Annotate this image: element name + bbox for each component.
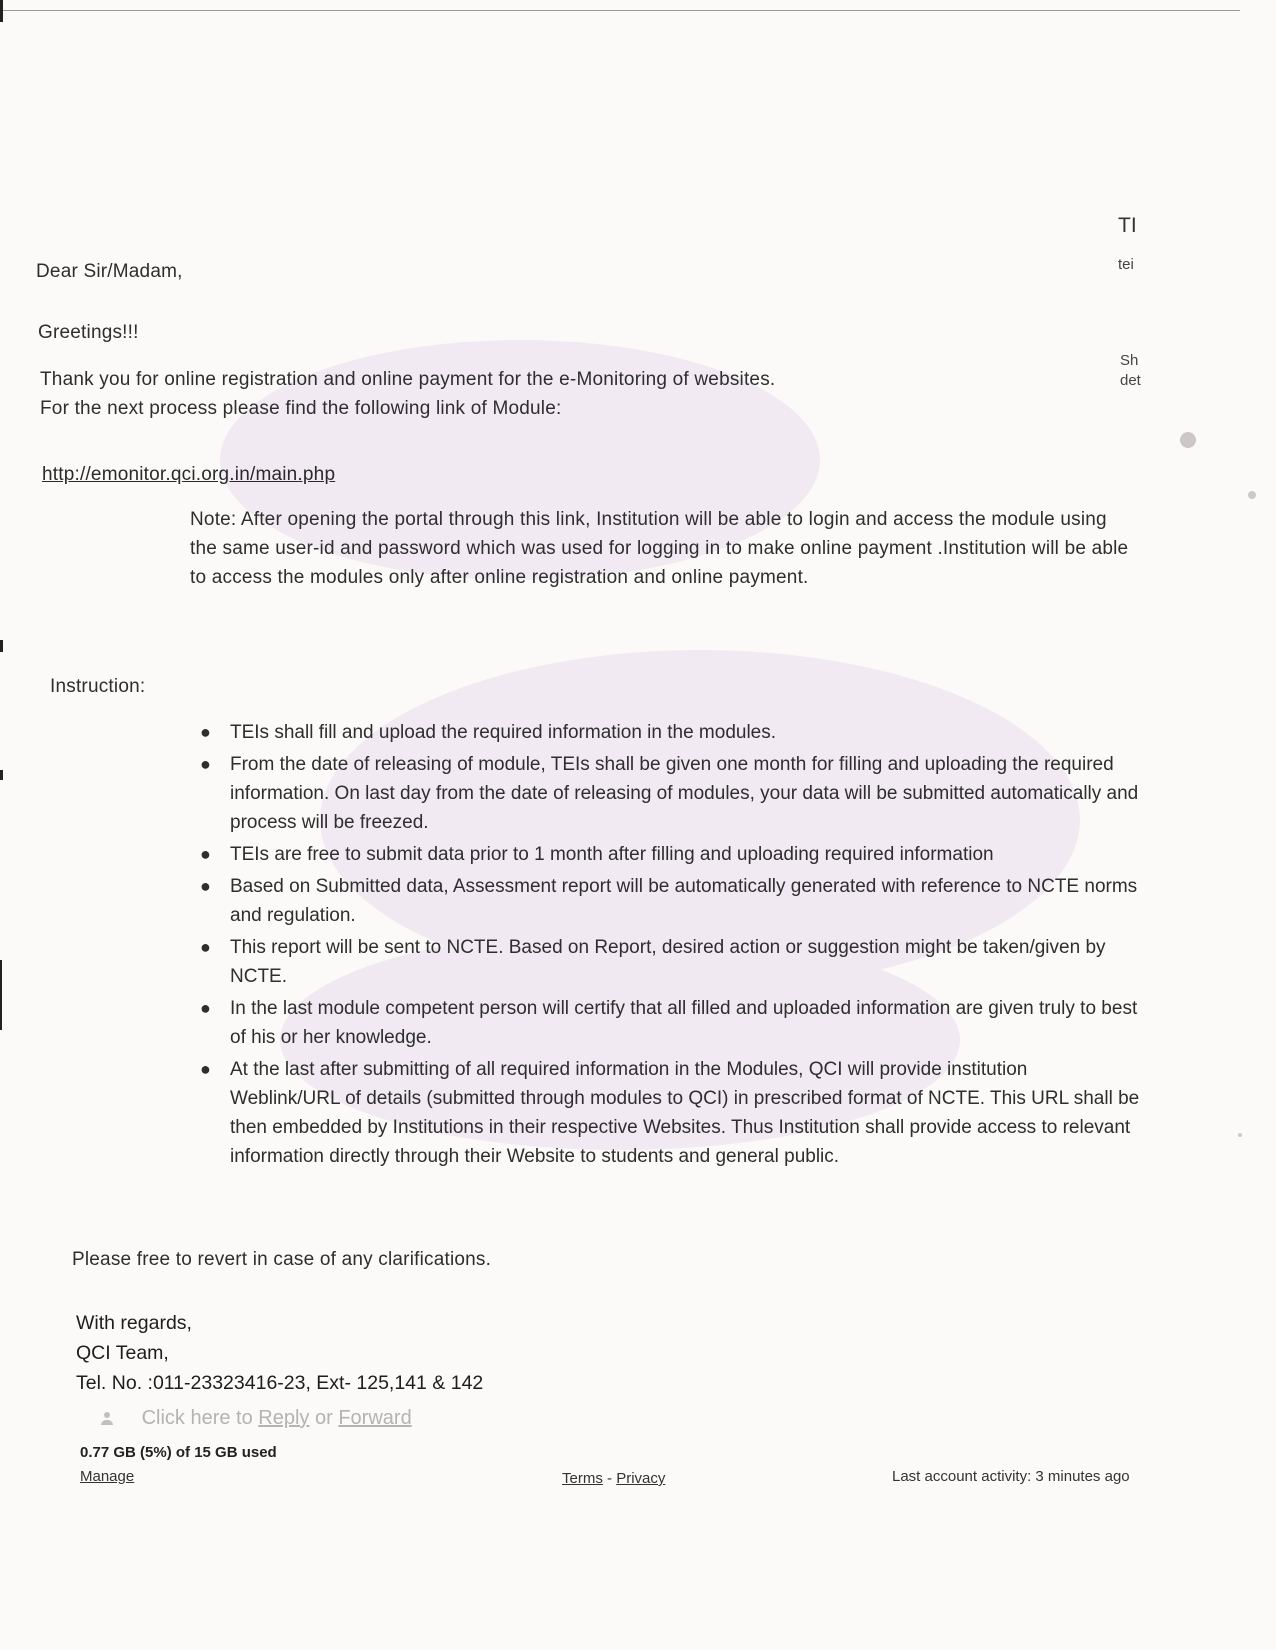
- list-item: [200, 840, 1140, 869]
- signature-block: [76, 1308, 483, 1398]
- last-activity: Last account activity: 3 minutes ago: [892, 1468, 1130, 1485]
- reply-prefix: Click here to: [141, 1407, 253, 1429]
- instruction-text: At the last after submitting of all required information in the Modules, QCI will provide institution Weblink/URL of details (submitted through modules to QCI) in prescribed format of NCTE. This URL shall be then embedded by Institutions in their respective Websites. Thus Institution shall provide access to relevant information directly through their Website to students and general public.: [230, 1059, 1140, 1167]
- module-link[interactable]: http://emonitor.qci.org.in/main.php: [42, 464, 336, 485]
- bullet-icon: ●: [200, 1059, 211, 1079]
- greetings-text: Greetings!!!: [38, 322, 139, 343]
- list-item: [200, 1055, 1140, 1171]
- instruction-label: Instruction:: [50, 676, 146, 697]
- regards-line: With regards,: [76, 1312, 192, 1334]
- privacy-link[interactable]: Privacy: [616, 1470, 666, 1487]
- bullet-icon: ●: [200, 844, 211, 864]
- bullet-icon: ●: [200, 876, 211, 896]
- instruction-text: TEIs shall fill and upload the required information in the modules.: [230, 722, 777, 743]
- cropped-side-text: Sh: [1120, 352, 1139, 369]
- instruction-text: From the date of releasing of module, TEIs shall be given one month for filling and uploading the required information. On last day from the date of releasing of modules, your data will be submitted automatically and process will be freezed.: [230, 754, 1139, 833]
- list-item: [200, 994, 1140, 1052]
- scan-edge-mark: [0, 0, 3, 22]
- footer-separator: -: [607, 1470, 613, 1487]
- storage-usage: 0.77 GB (5%) of 15 GB used: [80, 1444, 277, 1461]
- instruction-text: This report will be sent to NCTE. Based on Report, desired action or suggestion might be taken/given by NCTE.: [230, 937, 1106, 987]
- bullet-icon: ●: [200, 722, 211, 742]
- scan-edge-mark: [0, 960, 2, 1030]
- bullet-icon: ●: [200, 937, 211, 957]
- reply-link[interactable]: Reply: [258, 1407, 310, 1429]
- reply-bar: [100, 1407, 412, 1430]
- top-border-line: [0, 10, 1240, 11]
- instruction-text: In the last module competent person will certify that all filled and uploaded information are given truly to best of his or her knowledge.: [230, 998, 1138, 1048]
- manage-link[interactable]: Manage: [80, 1468, 135, 1485]
- bullet-icon: ●: [200, 754, 211, 774]
- phone-line: Tel. No. :011-23323416-23, Ext- 125,141 & 142: [76, 1372, 484, 1394]
- footer-links: [562, 1470, 665, 1487]
- bullet-icon: ●: [200, 998, 211, 1018]
- thanks-line: Thank you for online registration and online payment for the e-Monitoring of websites.: [40, 369, 776, 390]
- instruction-text: TEIs are free to submit data prior to 1 month after filling and uploading required information: [230, 844, 994, 865]
- cropped-side-title: TI: [1118, 214, 1137, 237]
- forward-link[interactable]: Forward: [338, 1407, 412, 1429]
- cropped-side-text: det: [1120, 372, 1141, 389]
- note-paragraph: Note: After opening the portal through this link, Institution will be able to login and access the module using the same user-id and password which was used for logging in to make online payment .Institution will be able to access the modules only after online registration and online payment.: [190, 509, 1129, 588]
- scan-edge-mark: [0, 640, 3, 652]
- closing-line: Please free to revert in case of any clarifications.: [72, 1249, 492, 1270]
- terms-link[interactable]: Terms: [562, 1470, 603, 1487]
- instruction-list: [200, 718, 1140, 1174]
- thanks-paragraph: [40, 365, 900, 423]
- next-process-line: For the next process please find the following link of Module:: [40, 398, 562, 419]
- cropped-side-text: tei: [1118, 256, 1134, 273]
- reply-or: or: [314, 1407, 333, 1429]
- list-item: [200, 718, 1140, 747]
- list-item: [200, 750, 1140, 837]
- person-icon: [100, 1412, 114, 1426]
- salutation: Dear Sir/Madam,: [36, 261, 183, 282]
- team-line: QCI Team,: [76, 1342, 169, 1364]
- list-item: [200, 933, 1140, 991]
- scan-edge-mark: [0, 770, 3, 780]
- list-item: [200, 872, 1140, 930]
- instruction-text: Based on Submitted data, Assessment report will be automatically generated with reference to NCTE norms and regulation.: [230, 876, 1138, 926]
